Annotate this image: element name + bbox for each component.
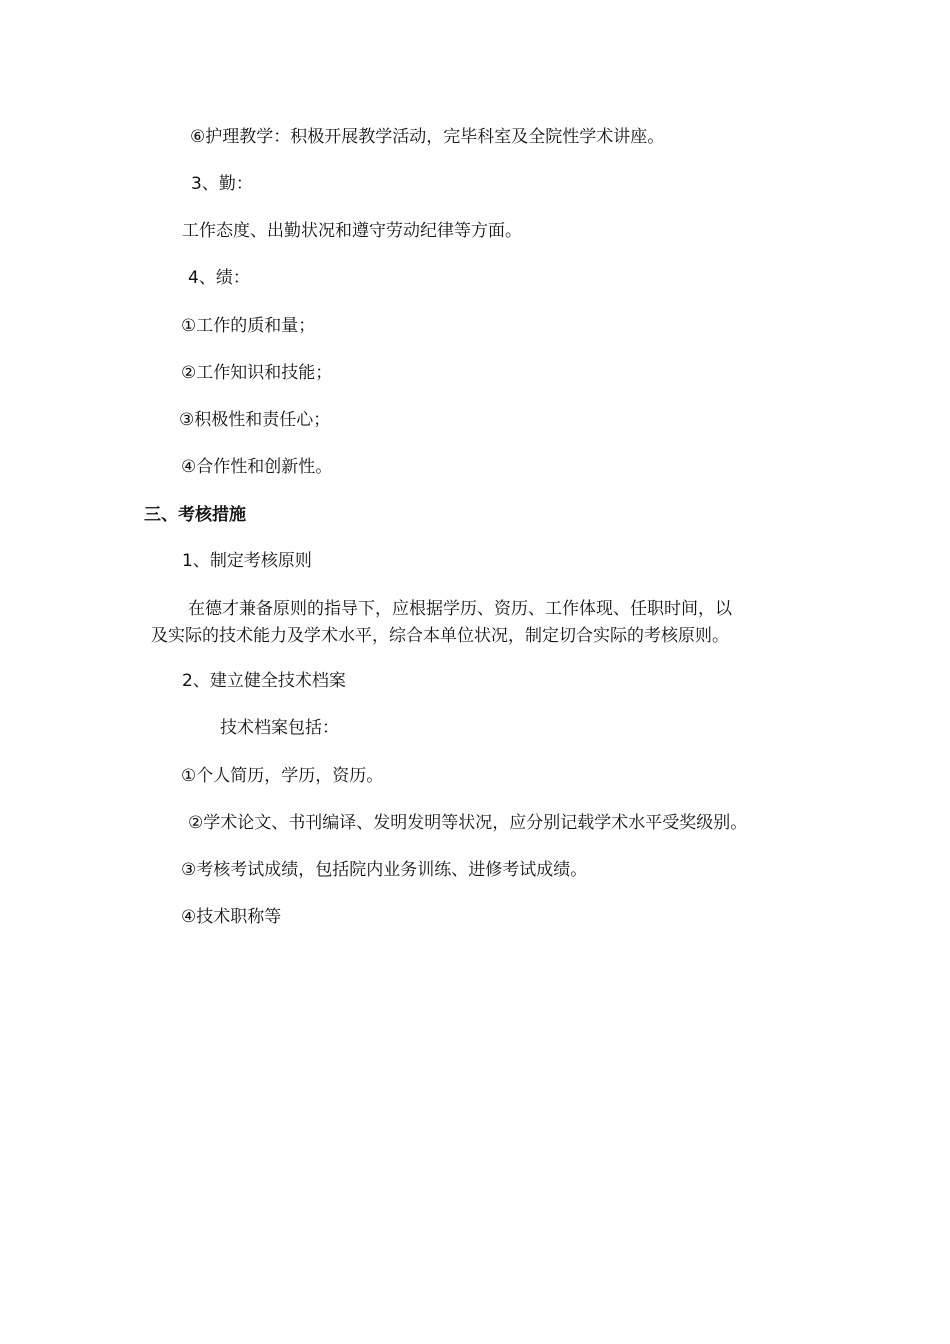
item-nursing-teaching: ⑥护理教学：积极开展教学活动，完毕科室及全院性学术讲座。 bbox=[190, 127, 665, 147]
subheading-technical-archive: 2、建立健全技术档案 bbox=[182, 671, 346, 691]
item-quality-quantity: ①工作的质和量； bbox=[181, 316, 316, 336]
item-responsibility: ③积极性和责任心； bbox=[179, 410, 331, 430]
subheading-principles: 1、制定考核原则 bbox=[182, 551, 312, 571]
item-technical-title: ④技术职称等 bbox=[181, 907, 282, 927]
paragraph-principles-line-2: 及实际的技术能力及学术水平，综合本单位状况，制定切合实际的考核原则。 bbox=[151, 626, 729, 646]
paragraph-archive-includes: 技术档案包括： bbox=[220, 718, 339, 738]
item-resume: ①个人简历，学历，资历。 bbox=[181, 766, 384, 786]
item-exam-results: ③考核考试成绩，包括院内业务训练、进修考试成绩。 bbox=[181, 860, 588, 880]
subheading-diligence: 3、勤： bbox=[191, 174, 253, 194]
paragraph-diligence: 工作态度、出勤状况和遵守劳动纪律等方面。 bbox=[182, 221, 522, 241]
subheading-performance: 4、绩： bbox=[188, 268, 250, 288]
paragraph-principles-line-1: 在德才兼备原则的指导下，应根据学历、资历、工作体现、任职时间，以 bbox=[188, 599, 732, 619]
item-papers-awards: ②学术论文、书刊编译、发明发明等状况，应分别记载学术水平受奖级别。 bbox=[188, 813, 748, 833]
section-heading-assessment-measures: 三、考核措施 bbox=[144, 505, 246, 525]
item-cooperation: ④合作性和创新性。 bbox=[181, 457, 333, 477]
item-knowledge-skills: ②工作知识和技能； bbox=[181, 363, 333, 383]
